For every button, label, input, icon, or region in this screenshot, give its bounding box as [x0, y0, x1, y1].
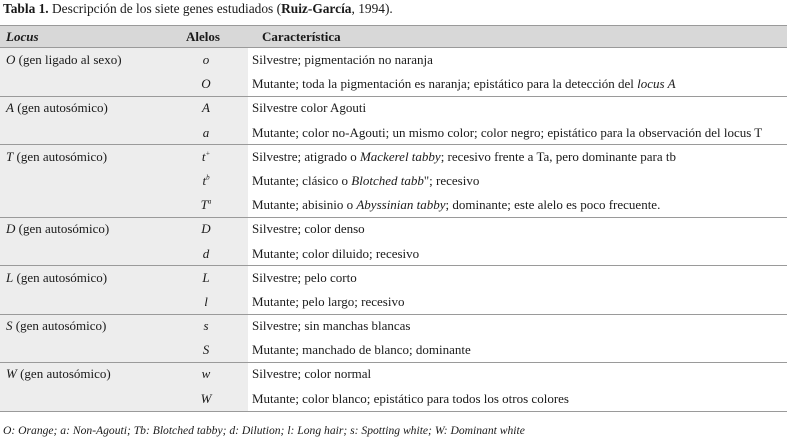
characteristic-text: ; dominante; este alelo es poco frecuente.	[445, 197, 661, 213]
allele-cell	[196, 387, 216, 411]
characteristic-cell	[248, 72, 787, 96]
allele-symbol: O	[201, 76, 211, 92]
allele-cell	[196, 242, 216, 266]
locus-cell	[6, 145, 107, 169]
allele-cell	[196, 72, 216, 96]
locus-description: (gen ligado al sexo)	[15, 52, 122, 67]
characteristic-cell	[248, 266, 787, 290]
table-rule	[0, 362, 787, 363]
caption-text: Descripción de los siete genes estudiados (	[48, 1, 282, 16]
locus-description: (gen autosómico)	[13, 269, 108, 285]
characteristic-text: Mutante; clásico o	[252, 172, 352, 188]
allele-symbol: t	[201, 148, 206, 164]
allele-cell	[196, 121, 216, 145]
characteristic-text: Mutante; abisinio o	[252, 197, 357, 213]
allele-symbol: w	[201, 366, 211, 382]
locus-symbol: O	[6, 52, 16, 67]
table-row	[0, 314, 787, 338]
locus-symbol: S	[6, 318, 13, 334]
characteristic-text: locus A	[637, 76, 676, 92]
characteristic-cell	[248, 193, 787, 217]
allele-cell	[196, 193, 216, 217]
allele-cell	[196, 96, 216, 120]
table-rule	[0, 411, 787, 412]
allele-superscript: a	[207, 197, 212, 206]
allele-cell	[196, 145, 216, 169]
table-body	[0, 48, 787, 411]
caption-author: Ruiz-García	[281, 1, 352, 16]
caption-label: Tabla 1.	[3, 1, 49, 16]
allele-superscript: +	[205, 149, 211, 158]
table-row	[0, 387, 787, 411]
locus-cell	[6, 48, 122, 72]
characteristic-cell	[248, 217, 787, 241]
header-locus: Locus	[6, 29, 39, 44]
table-row	[0, 145, 787, 169]
table-top-rule	[0, 25, 787, 26]
table-rule	[0, 96, 787, 97]
characteristic-text: ; recesivo frente a Ta, pero dominante para tb	[440, 148, 676, 164]
table-rule	[0, 144, 787, 145]
table-row	[0, 242, 787, 266]
allele-symbol: t	[202, 172, 207, 188]
characteristic-cell	[248, 387, 787, 411]
locus-cell	[6, 217, 109, 241]
allele-cell	[196, 266, 216, 290]
locus-symbol: L	[6, 269, 14, 285]
table-footnote: O: Orange; a: Non-Agouti; Tb: Blotched tabby; d: Dilution; l: Long hair; s: Spotting white; W: Dominant white	[3, 424, 525, 437]
locus-description: (gen autosómico)	[16, 366, 111, 382]
table-row	[0, 169, 787, 193]
characteristic-text: Abyssinian tabby	[356, 197, 446, 213]
allele-cell	[196, 169, 216, 193]
characteristic-text: "; recesivo	[423, 172, 480, 188]
characteristic-cell	[248, 48, 787, 72]
characteristic-text: Blotched tabb	[351, 172, 424, 188]
locus-symbol: A	[6, 100, 14, 116]
characteristic-text: Silvestre; color denso	[252, 221, 365, 237]
header-alelos: Alelos	[186, 29, 220, 44]
table-header	[0, 26, 787, 47]
allele-cell	[196, 290, 216, 314]
allele-symbol: o	[202, 52, 210, 67]
table-row	[0, 121, 787, 145]
characteristic-cell	[248, 338, 787, 362]
table-row	[0, 193, 787, 217]
characteristic-text: Mackerel tabby	[359, 148, 441, 164]
table-row	[0, 290, 787, 314]
allele-symbol: T	[200, 197, 208, 213]
table-rule	[0, 47, 787, 48]
characteristic-text: Silvestre; color normal	[252, 366, 372, 382]
table-row	[0, 96, 787, 120]
allele-symbol: d	[202, 245, 210, 261]
table-rule	[0, 217, 787, 218]
allele-cell	[196, 48, 216, 72]
characteristic-text: Mutante; toda la pigmentación es naranja; epistático para la detección del	[252, 76, 638, 92]
locus-description: (gen autosómico)	[13, 100, 108, 116]
caption-year: , 1994).	[351, 1, 393, 16]
table-caption	[3, 1, 393, 17]
locus-cell	[6, 96, 108, 120]
allele-cell	[196, 338, 216, 362]
table-row	[0, 217, 787, 241]
allele-symbol: S	[202, 342, 210, 358]
locus-symbol: T	[6, 148, 14, 164]
characteristic-text: Silvestre color Agouti	[252, 100, 367, 116]
allele-symbol: A	[202, 100, 210, 116]
allele-symbol: D	[201, 221, 211, 237]
locus-description: (gen autosómico)	[13, 148, 108, 164]
table-row	[0, 72, 787, 96]
characteristic-text: Silvestre; pelo corto	[252, 269, 357, 285]
table-row	[0, 48, 787, 72]
locus-cell	[6, 362, 111, 386]
characteristic-cell	[248, 362, 787, 386]
locus-symbol: D	[6, 221, 16, 237]
characteristic-text: Mutante; color blanco; epistático para todos los otros colores	[252, 390, 569, 406]
table-rule	[0, 314, 787, 315]
characteristic-cell	[248, 96, 787, 120]
locus-description: (gen autosómico)	[15, 221, 110, 237]
table-rule	[0, 265, 787, 266]
characteristic-cell	[248, 290, 787, 314]
allele-superscript: b	[206, 173, 210, 182]
characteristic-text: Mutante; color diluido; recesivo	[252, 245, 420, 261]
characteristic-cell	[248, 121, 787, 145]
allele-cell	[196, 362, 216, 386]
allele-symbol: W	[200, 390, 212, 406]
locus-symbol: W	[6, 366, 17, 382]
header-caracteristica: Característica	[262, 29, 341, 44]
table-row	[0, 338, 787, 362]
characteristic-text: Silvestre; atigrado o	[252, 148, 360, 164]
locus-cell	[6, 314, 106, 338]
table-row	[0, 266, 787, 290]
characteristic-text: Mutante; manchado de blanco; dominante	[252, 342, 471, 358]
characteristic-cell	[248, 314, 787, 338]
allele-symbol: L	[202, 269, 210, 285]
allele-symbol: s	[203, 318, 209, 334]
characteristic-cell	[248, 145, 787, 169]
table-row	[0, 362, 787, 386]
characteristic-text: Silvestre; pigmentación no naranja	[252, 52, 433, 67]
locus-cell	[6, 266, 107, 290]
characteristic-text: Silvestre; sin manchas blancas	[252, 318, 411, 334]
locus-description: (gen autosómico)	[12, 318, 107, 334]
characteristic-cell	[248, 242, 787, 266]
allele-symbol: l	[204, 293, 208, 309]
allele-cell	[196, 217, 216, 241]
characteristic-text: Mutante; pelo largo; recesivo	[252, 293, 405, 309]
allele-cell	[196, 314, 216, 338]
characteristic-cell	[248, 169, 787, 193]
characteristic-text: Mutante; color no-Agouti; un mismo color; color negro; epistático para la observación del locus T	[252, 124, 763, 140]
allele-symbol: a	[202, 124, 210, 140]
